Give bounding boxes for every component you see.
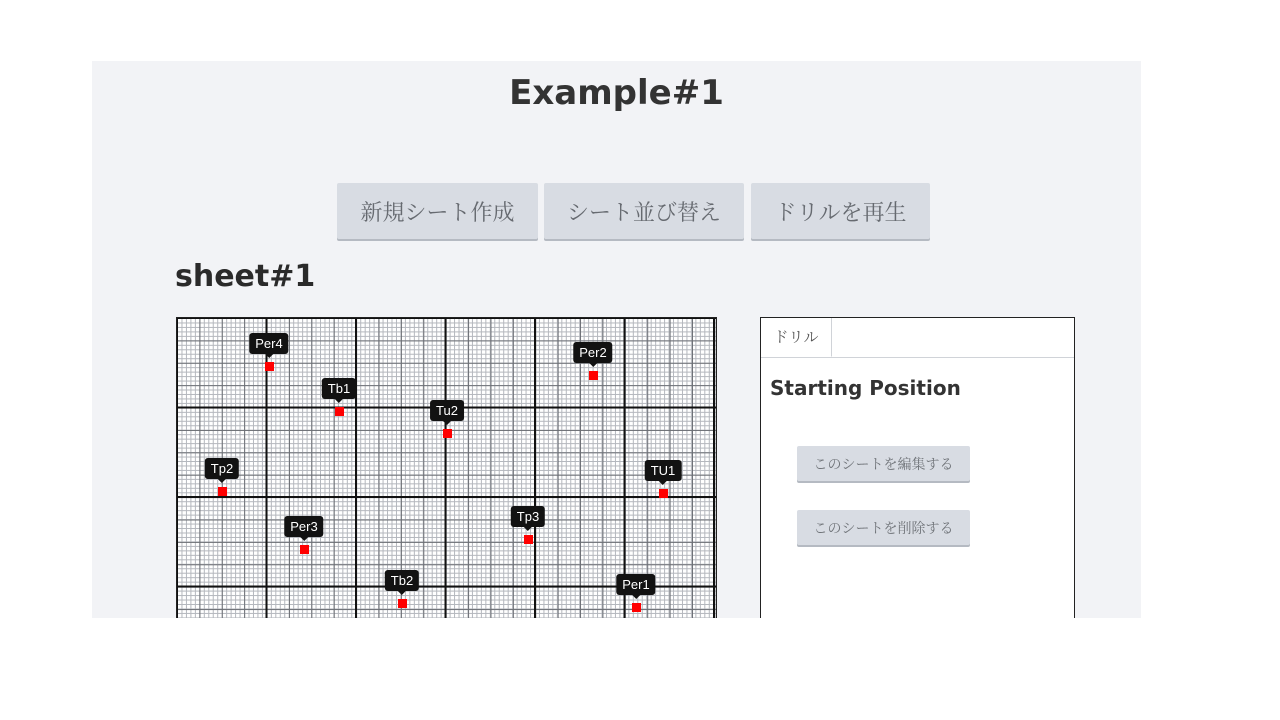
drill-field-grid[interactable] bbox=[176, 317, 717, 618]
marker-dot-icon[interactable] bbox=[398, 599, 407, 608]
app-container bbox=[92, 61, 1141, 618]
marker-label: Tb2 bbox=[385, 570, 419, 591]
new-sheet-button[interactable]: 新規シート作成 bbox=[337, 183, 538, 239]
page-title: Example#1 bbox=[509, 73, 724, 113]
marker-label: Per3 bbox=[284, 516, 323, 537]
marker-dot-icon[interactable] bbox=[218, 487, 227, 496]
marker-dot-icon[interactable] bbox=[589, 371, 598, 380]
panel-heading: Starting Position bbox=[770, 376, 961, 400]
marker-dot-icon[interactable] bbox=[659, 489, 668, 498]
edit-sheet-button[interactable]: このシートを編集する bbox=[797, 446, 970, 481]
delete-sheet-button[interactable]: このシートを削除する bbox=[797, 510, 970, 545]
marker-label: Per4 bbox=[249, 333, 288, 354]
sheet-title: sheet#1 bbox=[175, 259, 316, 294]
marker-dot-icon[interactable] bbox=[632, 603, 641, 612]
sort-sheets-button[interactable]: シート並び替え bbox=[544, 183, 744, 239]
panel-tab-bar bbox=[761, 318, 1074, 358]
marker-label: Tu2 bbox=[430, 400, 464, 421]
marker-dot-icon[interactable] bbox=[300, 545, 309, 554]
marker-dot-icon[interactable] bbox=[524, 535, 533, 544]
marker-dot-icon[interactable] bbox=[265, 362, 274, 371]
play-drill-button[interactable]: ドリルを再生 bbox=[751, 183, 930, 239]
drill-panel bbox=[760, 317, 1075, 618]
marker-dot-icon[interactable] bbox=[443, 429, 452, 438]
marker-label: Tp2 bbox=[205, 458, 239, 479]
marker-dot-icon[interactable] bbox=[335, 407, 344, 416]
marker-label: Per2 bbox=[573, 342, 612, 363]
marker-label: Tb1 bbox=[322, 378, 356, 399]
tab-drill[interactable]: ドリル bbox=[761, 318, 832, 357]
marker-label: TU1 bbox=[645, 460, 682, 481]
marker-label: Tp3 bbox=[511, 506, 545, 527]
marker-label: Per1 bbox=[616, 574, 655, 595]
